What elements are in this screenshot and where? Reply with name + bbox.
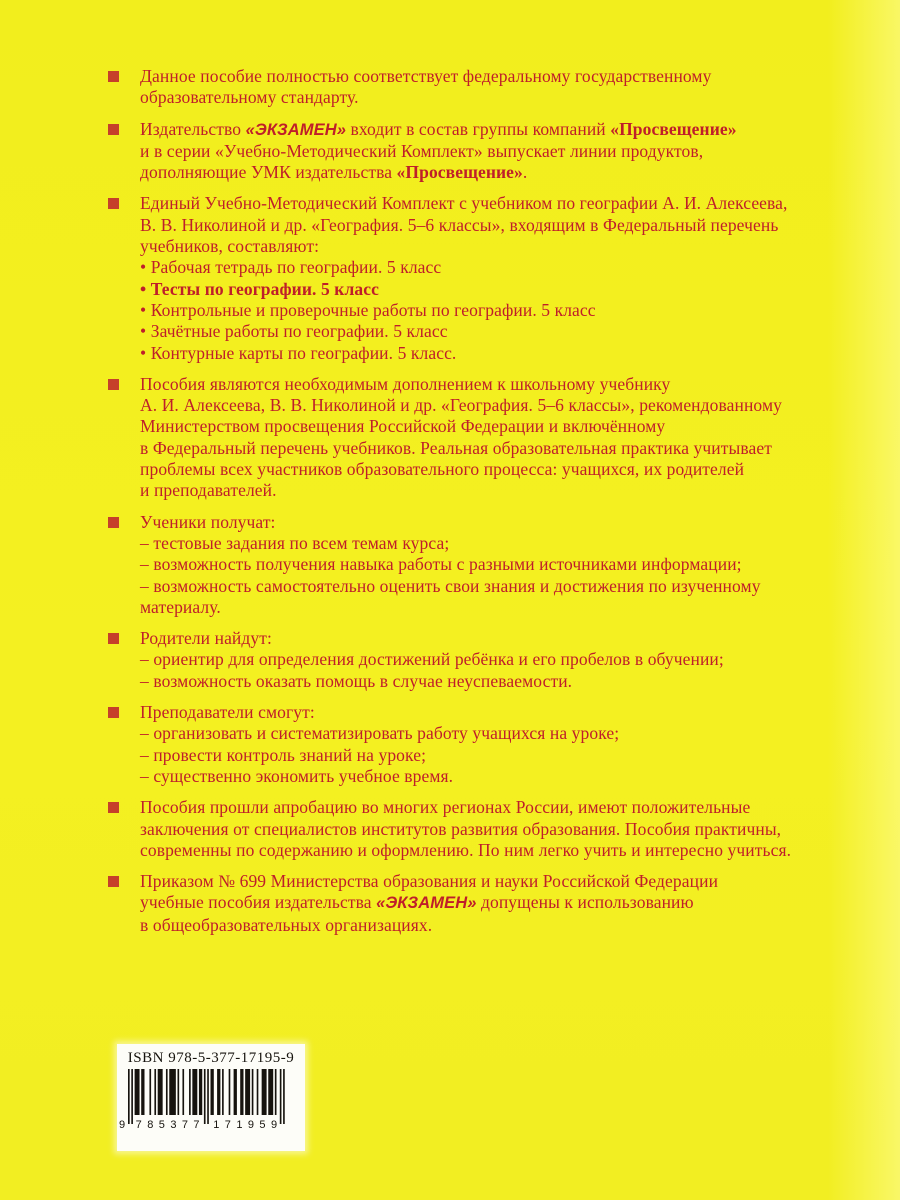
text-line <box>140 871 854 892</box>
ean13-bars <box>117 1069 305 1141</box>
text-line <box>140 279 854 300</box>
text-line <box>140 649 854 670</box>
text-run: и в серии «Учебно-Методический Комплект» выпускает линии продуктов, <box>140 140 704 161</box>
bullet-text <box>140 66 854 109</box>
text-line <box>140 257 854 278</box>
text-run: • Тесты по географии. 5 класс <box>140 278 379 299</box>
bullet-text <box>140 797 854 861</box>
bullet-square-icon <box>108 876 119 887</box>
barcode-digit: 5 <box>259 1119 266 1131</box>
barcode-digit: 3 <box>170 1119 177 1131</box>
barcode-digit: 9 <box>118 1119 126 1131</box>
text-run: Приказом № 699 Министерства образования и науки Российской Федерации <box>140 871 719 892</box>
text-line <box>140 766 854 787</box>
bullet-text <box>140 702 854 787</box>
bullet-square-icon <box>108 379 119 390</box>
text-run: заключения от специалистов институтов развития образования. Пособия практичны, <box>140 818 782 839</box>
text-line <box>140 374 854 395</box>
text-line <box>140 66 854 87</box>
text-run: – провести контроль знаний на уроке; <box>140 744 427 765</box>
text-line <box>140 141 854 162</box>
text-line <box>140 87 854 108</box>
bullet-text <box>140 512 854 618</box>
text-run: • Контрольные и проверочные работы по географии. 5 класс <box>140 299 596 320</box>
list-item <box>106 374 854 502</box>
text-line <box>140 745 854 766</box>
text-line <box>140 438 854 459</box>
bullet-square-icon <box>108 124 119 135</box>
barcode-digit: 7 <box>135 1119 142 1131</box>
text-run: Пособия являются необходимым дополнением к школьному учебнику <box>140 373 671 394</box>
text-run: в Федеральный перечень учебников. Реальная образовательная практика учитывает <box>140 437 772 458</box>
list-item <box>106 797 854 861</box>
barcode-panel <box>117 1044 305 1151</box>
list-item <box>106 628 854 692</box>
text-run: – ориентир для определения достижений ребёнка и его пробелов в обучении; <box>140 649 724 670</box>
bullet-square-icon <box>108 71 119 82</box>
barcode-digit: 7 <box>224 1119 231 1131</box>
bullet-square-icon <box>108 802 119 813</box>
bullet-text <box>140 628 854 692</box>
bullet-square-icon <box>108 517 119 528</box>
bullet-square-icon <box>108 633 119 644</box>
text-line <box>140 395 854 416</box>
text-run: Пособия прошли апробацию во многих регионах России, имеют положительные <box>140 797 751 818</box>
bullet-square-icon <box>108 198 119 209</box>
barcode-digit: 9 <box>270 1119 278 1131</box>
text-run: В. В. Николиной и др. «География. 5–6 классы», входящим в Федеральный перечень <box>140 214 779 235</box>
barcode-digit: 7 <box>193 1119 200 1131</box>
text-run: – организовать и систематизировать работу учащихся на уроке; <box>140 723 620 744</box>
bullet-text <box>140 374 854 502</box>
barcode-digit: 8 <box>147 1119 154 1131</box>
isbn-label: ISBN 978-5-377-17195-9 <box>127 1050 295 1066</box>
ean13-barcode <box>117 1069 305 1141</box>
text-line <box>140 723 854 744</box>
text-run: входит в состав группы компаний <box>346 118 611 139</box>
list-item <box>106 66 854 109</box>
barcode-digit: 1 <box>213 1119 220 1131</box>
text-run: . <box>522 162 528 183</box>
text-run: • Зачётные работы по географии. 5 класс <box>140 321 448 342</box>
text-run: Министерством просвещения Российской Федерации и включённому <box>140 416 666 437</box>
text-line <box>140 671 854 692</box>
text-run: Преподаватели смогут: <box>140 702 315 723</box>
text-line <box>140 628 854 649</box>
text-run: допущены к использованию <box>476 892 694 913</box>
barcode-digit: 7 <box>181 1119 188 1131</box>
text-run: и преподавателей. <box>140 480 277 501</box>
text-run: учебников, составляют: <box>140 236 320 257</box>
brand-name-text: «ЭКЗАМЕН» <box>376 894 477 913</box>
list-item <box>106 702 854 787</box>
text-run: образовательному стандарту. <box>140 87 359 108</box>
list-item <box>106 512 854 618</box>
brand-name-text: «ЭКЗАМЕН» <box>245 120 347 139</box>
text-run: проблемы всех участников образовательного процесса: учащихся, их родителей <box>140 459 745 480</box>
bullet-text <box>140 119 854 184</box>
text-run: учебные пособия издательства <box>140 892 377 913</box>
text-line <box>140 321 854 342</box>
list-item <box>106 193 854 363</box>
barcode-digit: 5 <box>158 1119 165 1131</box>
text-line <box>140 576 854 597</box>
text-line <box>140 480 854 501</box>
text-run: Единый Учебно-Методический Комплект с учебником по географии А. И. Алексеева, <box>140 193 788 214</box>
text-run: «Просвещение» <box>610 118 737 139</box>
text-line <box>140 840 854 861</box>
text-run: Ученики получат: <box>140 511 276 532</box>
text-line <box>140 797 854 818</box>
text-run: – возможность получения навыка работы с разными источниками информации; <box>140 554 742 575</box>
text-run: Издательство <box>140 118 246 139</box>
text-line <box>140 702 854 723</box>
text-line <box>140 215 854 236</box>
text-line <box>140 193 854 214</box>
text-line <box>140 236 854 257</box>
text-line <box>140 915 854 936</box>
text-run: современны по содержанию и оформлению. По ним легко учить и интересно учиться. <box>140 839 792 860</box>
text-line <box>140 512 854 533</box>
text-run: «Просвещение» <box>396 162 523 183</box>
text-line <box>140 459 854 480</box>
list-item <box>106 119 854 184</box>
text-run: • Рабочая тетрадь по географии. 5 класс <box>140 257 442 278</box>
bullet-text <box>140 193 854 363</box>
text-run: дополняющие УМК издательства <box>140 162 397 183</box>
text-line <box>140 819 854 840</box>
text-run: • Контурные карты по географии. 5 класс. <box>140 342 457 363</box>
text-run: – существенно экономить учебное время. <box>140 765 454 786</box>
text-line <box>140 554 854 575</box>
text-line <box>140 892 854 914</box>
text-line <box>140 162 854 183</box>
bullet-list <box>106 66 854 946</box>
text-run: – тестовые задания по всем темам курса; <box>140 532 450 553</box>
bullet-text <box>140 871 854 936</box>
text-run: – возможность оказать помощь в случае неуспеваемости. <box>140 670 573 691</box>
text-line <box>140 416 854 437</box>
text-line <box>140 533 854 554</box>
text-run: в общеобразовательных организациях. <box>140 914 433 935</box>
list-item <box>106 871 854 936</box>
bullet-square-icon <box>108 707 119 718</box>
text-line <box>140 119 854 141</box>
barcode-digit: 1 <box>236 1119 243 1131</box>
text-run: материалу. <box>140 596 221 617</box>
text-run: Родители найдут: <box>140 628 272 649</box>
text-line <box>140 343 854 364</box>
text-line <box>140 300 854 321</box>
text-run: Данное пособие полностью соответствует федеральному государственному <box>140 66 712 86</box>
text-run: – возможность самостоятельно оценить свои знания и достижения по изученному <box>140 575 761 596</box>
text-line <box>140 597 854 618</box>
barcode-digit: 9 <box>247 1119 254 1131</box>
text-run: А. И. Алексеева, В. В. Николиной и др. «География. 5–6 классы», рекомендованному <box>140 395 782 416</box>
